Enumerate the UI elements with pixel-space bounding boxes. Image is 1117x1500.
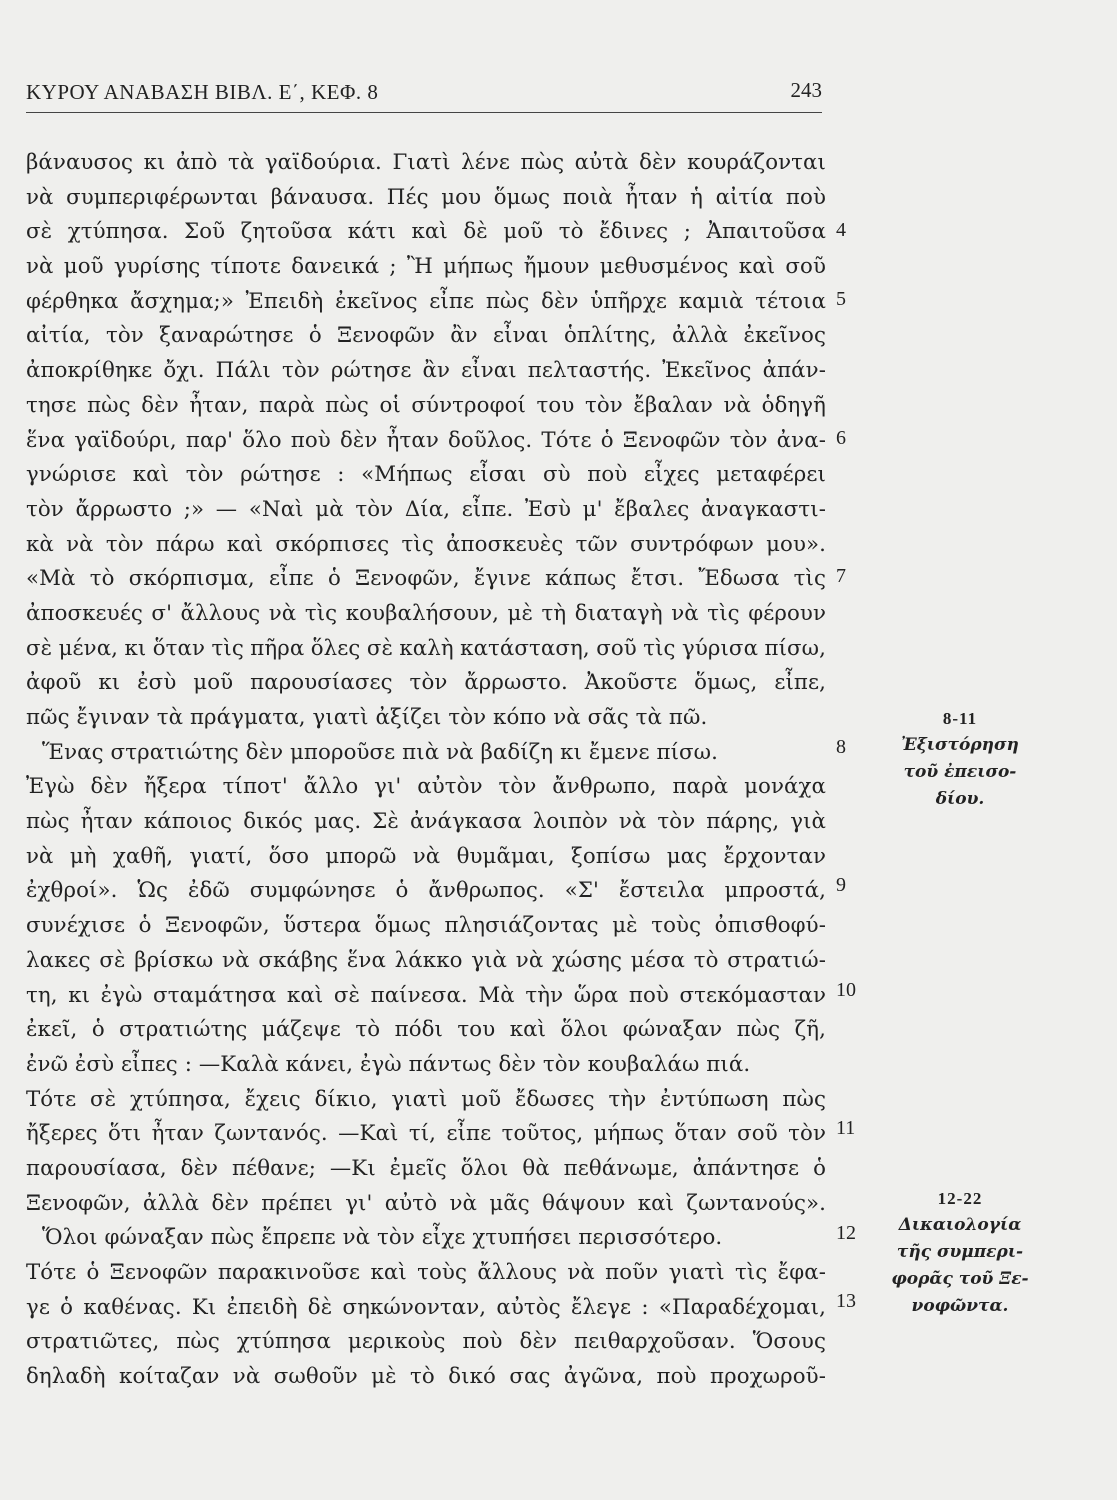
text-line: ἕνα γαϊδούρι, παρ' ὅλο ποὺ δὲν ἦταν δοῦλος. Τότε ὁ Ξενοφῶν τὸν ἀνα- [26,427,826,453]
text-line: ἀφοῦ κι ἐσὺ μοῦ παρουσίασες τὸν ἄρρωστο. Ἀκοῦστε ὅμως, εἶπε, [26,670,826,696]
text-line: πὼς ἦταν κάποιος δικός μας. Σὲ ἀνάγκασα λοιπὸν νὰ τὸν πάρης, γιὰ [26,809,826,835]
text-line: κὰ νὰ τὸν πάρω καὶ σκόρπισες τὶς ἀποσκευὲς τῶν συντρόφων μου». [26,531,826,557]
page-number: 243 [790,78,822,102]
side-note-line: φορᾶς τοῦ Ξε- [891,1269,1029,1289]
text-line: νὰ μοῦ γυρίσης τίποτε δανεικά ; Ἢ μήπως ἤμουν μεθυσμένος καὶ σοῦ [26,254,826,280]
text-line: συνέχισε ὁ Ξενοφῶν, ὕστερα ὅμως πλησιάζοντας μὲ τοὺς ὀπισθοφύ- [26,913,826,939]
text-line: ἐκεῖ, ὁ στρατιώτης μάζεψε τὸ πόδι του καὶ ὅλοι φώναξαν πὼς ζῆ, [26,1017,826,1043]
text-line: παρουσίασα, δὲν πέθανε; —Κι ἐμεῖς ὅλοι θὰ πεθάνωμε, ἀπάντησε ὁ [26,1155,826,1181]
text-line: ἤξερες ὅτι ἦταν ζωντανός. —Καὶ τί, εἶπε τοῦτος, μήπως ὅταν σοῦ τὸν [26,1121,826,1147]
text-line: τη, κι ἐγὼ σταμάτησα καὶ σὲ παίνεσα. Μὰ τὴν ὥρα ποὺ στεκόμασταν [26,982,826,1008]
text-line: Ἐγὼ δὲν ἤξερα τίποτ' ἄλλο γι' αὐτὸν τὸν ἄνθρωπο, παρὰ μονάχα [26,774,826,800]
section-number: 7 [836,565,846,587]
side-note-range: 12-22 [937,1189,983,1208]
text-line: βάναυσος κι ἀπὸ τὰ γαϊδούρια. Γιατὶ λένε πὼς αὐτὰ δὲν κουράζονται [26,150,826,175]
side-note-line: δίου. [935,789,985,809]
section-number: 10 [836,979,856,1001]
side-note-line: Ἐξιστόρηση [901,735,1019,755]
text-line: νὰ συμπεριφέρωνται βάναυσα. Πές μου ὅμως ποιὰ ἦταν ἡ αἰτία ποὺ [26,184,826,210]
text-line: στρατιῶτες, πὼς χτύπησα μερικοὺς ποὺ δὲν πειθαρχοῦσαν. Ὅσους [26,1329,826,1355]
text-line: τησε πὼς δὲν ἦταν, παρὰ πὼς οἱ σύντροφοί του τὸν ἔβαλαν νὰ ὁδηγῆ [26,392,826,418]
page-header [26,72,822,113]
text-line: ἐχθροί». Ὡς ἐδῶ συμφώνησε ὁ ἄνθρωπος. «Σ' ἔστειλα μπροστά, [26,878,826,904]
section-number: 4 [836,219,846,241]
section-number: 9 [836,874,846,896]
side-note-line: τοῦ ἐπεισο- [903,762,1017,782]
side-note-line: νοφῶντα. [911,1296,1009,1316]
side-note [860,705,1060,813]
section-number: 13 [836,1290,856,1312]
side-note-line: τῆς συμπερι- [896,1242,1024,1262]
text-line: ἀποκρίθηκε ὄχι. Πάλι τὸν ρώτησε ἂν εἶναι πελταστής. Ἐκεῖνος ἀπάν- [26,358,826,384]
text-line: πῶς ἔγιναν τὰ πράγματα, γιατὶ ἀξίζει τὸν κόπο νὰ σᾶς τὰ πῶ. [26,705,708,730]
text-line: ἐνῶ ἐσὺ εἶπες : —Καλὰ κάνει, ἐγὼ πάντως δὲν τὸν κουβαλάω πιά. [26,1051,751,1077]
text-line: σὲ χτύπησα. Σοῦ ζητοῦσα κάτι καὶ δὲ μοῦ τὸ ἔδινες ; Ἀπαιτοῦσα [26,219,826,245]
text-line: νὰ μὴ χαθῆ, γιατί, ὅσο μπορῶ νὰ θυμᾶμαι, ξοπίσω μας ἔρχονταν [26,843,826,869]
text-line: γνώρισε καὶ τὸν ρώτησε : «Μήπως εἶσαι σὺ ποὺ εἶχες μεταφέρει [26,462,826,488]
text-line: τὸν ἄρρωστο ;» — «Ναὶ μὰ τὸν Δία, εἶπε. Ἐσὺ μ' ἔβαλες ἀναγκαστι- [26,496,826,522]
section-number: 5 [836,288,846,310]
side-note [860,1185,1060,1320]
text-line: ἀποσκευές σ' ἄλλους νὰ τὶς κουβαλήσουν, μὲ τὴ διαταγὴ νὰ τὶς φέρουν [26,600,826,626]
text-line: Ἕνας στρατιώτης δὲν μποροῦσε πιὰ νὰ βαδίζη κι ἔμενε πίσω. [42,739,719,765]
text-line: γε ὁ καθένας. Κι ἐπειδὴ δὲ σηκώνονταν, αὐτὸς ἔλεγε : «Παραδέχομαι, [26,1294,826,1320]
text-line: σὲ μένα, κι ὅταν τὶς πῆρα ὅλες σὲ καλὴ κατάσταση, σοῦ τὶς γύρισα πίσω, [26,635,826,661]
section-number: 12 [836,1222,856,1244]
text-line: αἰτία, τὸν ξαναρώτησε ὁ Ξενοφῶν ἂν εἶναι ὁπλίτης, ἀλλὰ ἐκεῖνος [26,323,826,349]
text-line: Ξενοφῶν, ἀλλὰ δὲν πρέπει γι' αὐτὸ νὰ μᾶς θάψουν καὶ ζωντανούς». [26,1190,826,1216]
section-number: 6 [836,427,846,449]
text-line: δηλαδὴ κοίταζαν νὰ σωθοῦν μὲ τὸ δικό σας ἀγῶνα, ποὺ προχωροῦ- [26,1364,826,1390]
side-note-range: 8-11 [942,709,978,728]
text-line: φέρθηκα ἄσχημα;» Ἐπειδὴ ἐκεῖνος εἶπε πὼς δὲν ὑπῆρχε καμιὰ τέτοια [26,288,826,314]
running-title: ΚΥΡΟΥ ΑΝΑΒΑΣΗ ΒΙΒΛ. Ε΄, ΚΕΦ. 8 [26,80,379,104]
text-line: Τότε σὲ χτύπησα, ἔχεις δίκιο, γιατὶ μοῦ ἔδωσες τὴν ἐντύπωση πὼς [26,1086,826,1112]
body-text [26,146,826,1395]
text-line: «Μὰ τὸ σκόρπισμα, εἶπε ὁ Ξενοφῶν, ἔγινε κάπως ἔτσι. Ἔδωσα τὶς [26,566,826,592]
text-line: Τότε ὁ Ξενοφῶν παρακινοῦσε καὶ τοὺς ἄλλους νὰ ποῦν γιατὶ τὶς ἔφα- [26,1260,826,1285]
text-line: Ὅλοι φώναξαν πὼς ἔπρεπε νὰ τὸν εἶχε χτυπήσει περισσότερο. [42,1225,723,1251]
section-number: 8 [836,736,846,758]
side-note-line: Δικαιολογία [898,1215,1022,1235]
text-line: λακες σὲ βρίσκω νὰ σκάβης ἕνα λάκκο γιὰ νὰ χώσης μέσα τὸ στρατιώ- [26,947,826,973]
section-number: 11 [836,1117,856,1139]
